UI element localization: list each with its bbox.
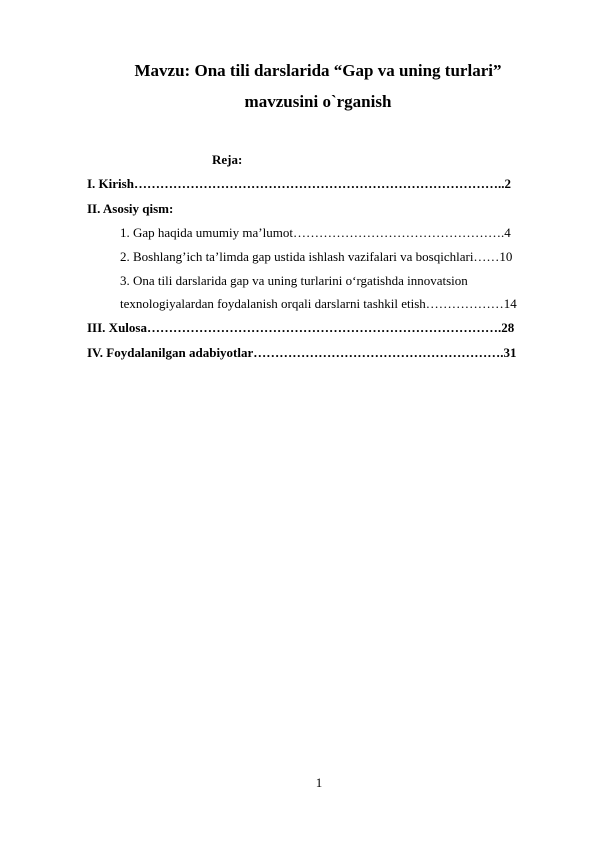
toc-entry-foydalanilgan-adabiyotlar: IV. Foydalanilgan adabiyotlar………………………………………………….31: [87, 345, 517, 360]
toc-subentry-1: 1. Gap haqida umumiy ma’lumot………………………………………….4: [120, 225, 511, 240]
document-title-line-1: Mavzu: Ona tili darslarida “Gap va uning turlari”: [134, 61, 502, 80]
page-number: 1: [315, 775, 323, 790]
plan-heading: Reja:: [212, 152, 243, 167]
document-title-line-2: mavzusini o`rganish: [244, 92, 392, 111]
toc-entry-asosiy-qism: II. Asosiy qism:: [87, 201, 174, 216]
toc-subentry-2: 2. Boshlang’ich ta’limda gap ustida ishlash vazifalari va bosqichlari……10: [120, 249, 513, 264]
toc-entry-kirish: I. Kirish…………………………………………………………………………..2: [87, 176, 511, 191]
toc-subentry-3-line-2: texnologiyalardan foydalanish orqali darslarni tashkil etish………………14: [120, 296, 517, 311]
toc-subentry-3-line-1: 3. Ona tili darslarida gap va uning turlarini o‘rgatishda innovatsion: [120, 273, 468, 288]
toc-entry-xulosa: III. Xulosa……………………………………………………………………….28: [87, 320, 515, 335]
